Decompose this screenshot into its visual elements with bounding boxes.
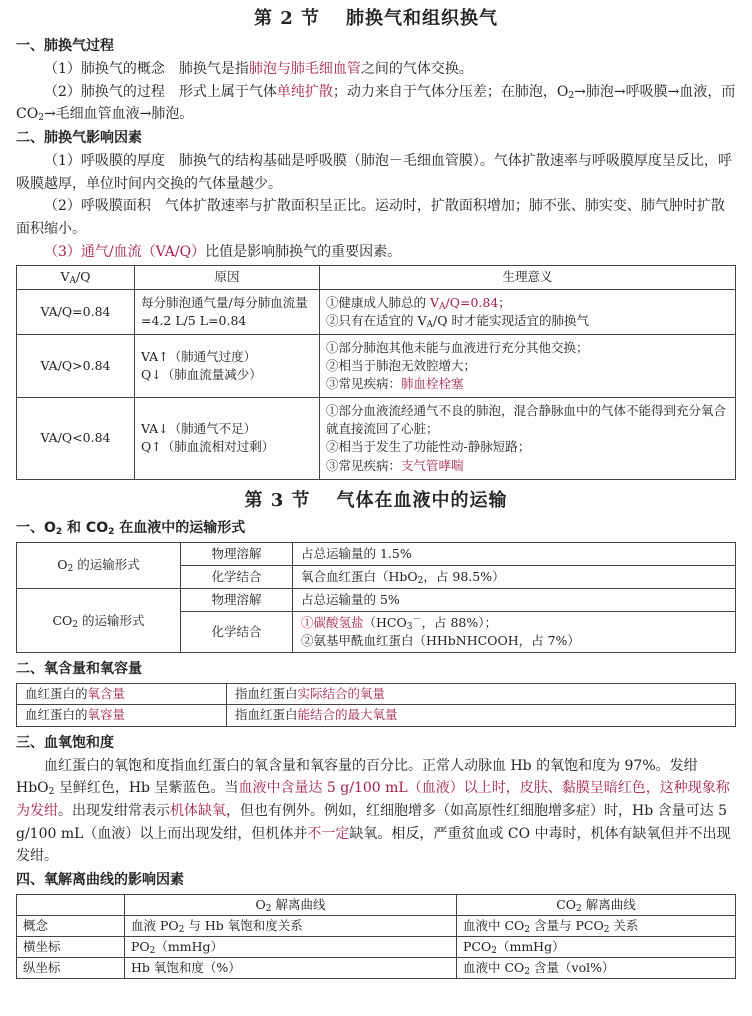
transport-table <box>16 542 736 654</box>
heading-lung-exchange-process: 一、肺换气过程 <box>16 38 114 54</box>
oxygen-content-table <box>16 683 736 726</box>
section-number: 第 2 节 <box>253 8 321 29</box>
table-row: 血红蛋白的氧含量 指血红蛋白实际结合的氧量 <box>17 684 736 705</box>
header-ratio: $V_A/Q$ <box>17 266 135 289</box>
paragraph-membrane-area: （2）呼吸膜面积 气体扩散速率与扩散面积呈正比。运动时，扩散面积增加；肺不张、肺实变、肺气肿时扩散面积缩小。 <box>16 198 725 238</box>
table-row: $CO_2$ 的运输形式 物理溶解 占总运输量的 5% <box>17 588 736 611</box>
heading-oxygen-content-capacity: 二、氧含量和氧容量 <box>16 661 142 678</box>
table-row: VA/Q<0.84 VA↓（肺通气不足） Q↑（肺血流相对过剩） ①部分血液流经通气不良的肺泡，混合静脉血中的气体不能得到充分氧合就直接流回了心脏； ②相当于发生了功能性动-静脉短路； ③常见疾病：支气管哮喘 <box>17 398 736 480</box>
table-header-row <box>17 266 736 289</box>
section-name: 气体在血液中的运输 <box>336 489 508 511</box>
section-number: 第 3 节 <box>244 489 311 511</box>
paragraph-va-q: （3）通气/血流（VA/Q）比值是影响肺换气的重要因素。 <box>44 243 402 260</box>
va-q-table <box>16 265 736 479</box>
dissociation-curve-table <box>16 894 736 980</box>
section-3-title <box>16 486 736 516</box>
table-row: 横坐标 $PO_2(mmHg)$ $PCO_2(mmHg)$ <box>17 937 736 958</box>
table-row: VA/Q=0.84 每分肺泡通气量/每分肺血流量=4.2 L/5 L=0.84 ①健康成人肺总的 $V_A/Q=0.84$； ②只有在适宜的 $V_A/Q$ 时才能实现适宜的肺换气 <box>17 289 736 334</box>
table-row: 化学结合 ①碳酸氢盐（$HCO_3^-$，占 88%）； ②氨基甲酰血红蛋白（HHbNHCOOH，占 7%） <box>17 612 736 653</box>
table-row: $O_2$ 的运输形式 物理溶解 占总运输量的 1.5% <box>17 542 736 565</box>
table-row: 概念 血液 $PO_2$ 与 Hb 氧饱和度关系 血液中 $CO_2$ 含量与 $PCO_2$ 关系 <box>17 915 736 936</box>
paragraph-saturation: 血红蛋白的氧饱和度指血红蛋白的氧含量和氧容量的百分比。正常人动脉血 Hb 的氧饱和度为 97%。发绀 HbO$_2$ 呈鲜红色，Hb 呈紫蓝色。当血液中含量达 5 g/100 mL（血液）以上时，皮肤、黏膜呈暗红色，这种现象称为发绀。出现发绀常表示机体缺氧，但也有例外。例如，红细胞增多（如高原性红细胞增多症）时，Hb 含量可达 5 g/100 mL（血液）以上而出现发绀，但机体并不一定缺氧。相反，严重贫血或 CO 中毒时，机体有缺氧但并不出现发绀。 <box>16 757 731 865</box>
section-2-title <box>16 4 736 34</box>
heading-lung-exchange-factors: 二、肺换气影响因素 <box>16 130 142 147</box>
paragraph-membrane-thickness: （1）呼吸膜的厚度 肺换气的结构基础是呼吸膜（肺泡－毛细血管膜）。气体扩散速率与呼吸膜厚度呈反比，呼吸膜越厚，单位时间内交换的气体量越少。 <box>16 153 732 192</box>
paragraph-process: （2）肺换气的过程 形式上属于气体单纯扩散；动力来自于气体分压差；在肺泡，$O_2\to$肺泡→呼吸膜→血液，而 $CO_2\to$毛细血管血液→肺泡。 <box>16 83 736 124</box>
heading-transport-forms: 一、$O_2$ 和 $CO_2$ 在血液中的运输形式 <box>16 519 246 537</box>
table-header-row: $O_2$ 解离曲线 $CO_2$ 解离曲线 <box>17 894 736 915</box>
paragraph-concept: （1）肺换气的概念 肺换气是指肺泡与肺毛细血管之间的气体交换。 <box>44 61 473 77</box>
section-name: 肺换气和组织换气 <box>346 8 499 29</box>
header-cause: 原因 <box>135 266 320 289</box>
table-row: 血红蛋白的氧容量 指血红蛋白能结合的最大氧量 <box>17 705 736 726</box>
header-meaning: 生理意义 <box>320 266 736 289</box>
table-row: 纵坐标 Hb 氧饱和度（%） 血液中 $CO_2$ 含量（vol%） <box>17 958 736 979</box>
table-row: VA/Q>0.84 VA↑（肺通气过度） Q↓（肺血流量减少） ①部分肺泡其他未能与血液进行充分其他交换； ②相当于肺泡无效腔增大； ③常见疾病：肺血栓栓塞 <box>17 334 736 397</box>
heading-oxygen-saturation: 三、血氧饱和度 <box>16 734 114 751</box>
heading-dissociation-factors: 四、氧解离曲线的影响因素 <box>16 871 184 888</box>
table-row: 化学结合 氧合血红蛋白（HbO$_2$，占 98.5%） <box>17 565 736 588</box>
